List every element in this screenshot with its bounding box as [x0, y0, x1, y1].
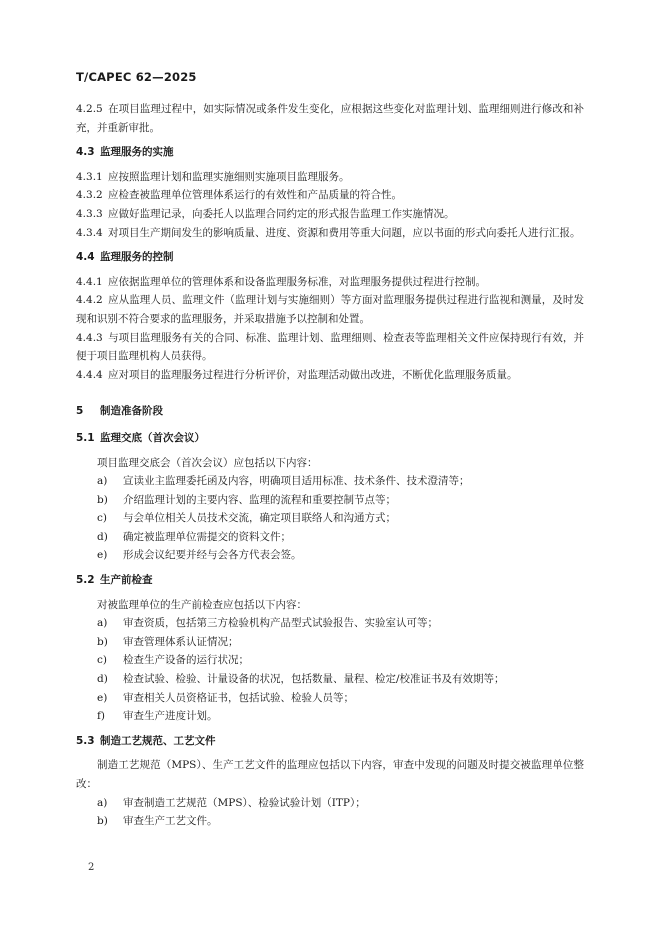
list-marker: b) [97, 815, 108, 828]
section-intro: 制造工艺规范（MPS）、生产工艺文件的监理应包括以下内容，审查中发现的问题及时提交被监理单位整改： [76, 759, 584, 790]
list-text: 介绍监理计划的主要内容、监理的流程和重要控制节点等； [123, 493, 396, 506]
section-heading-5-2 [76, 571, 584, 590]
section-heading-5-3 [76, 732, 584, 751]
list-item [76, 633, 584, 652]
clause-number: 4.3.3 [76, 207, 103, 220]
clause-text: 应按照监理计划和监理实施细则实施项目监理服务。 [108, 170, 350, 183]
list-marker: c) [97, 512, 107, 525]
clause-4-4-2 [76, 291, 584, 328]
list-text: 审查资质，包括第三方检验机构产品型式试验报告、实验室认可等； [123, 617, 438, 630]
clause-number: 4.4.3 [76, 331, 103, 344]
clause-4-4-1 [76, 273, 584, 292]
list-text: 检查生产设备的运行状况； [123, 654, 249, 667]
clause-number: 4.4.4 [76, 368, 103, 381]
list-item [76, 472, 584, 491]
clause-text: 与项目监理服务有关的合同、标准、监理计划、监理细则、检查表等监理相关文件应保持现行有效，并便于项目监理机构人员获得。 [76, 331, 584, 363]
section-title: 监理服务的实施 [100, 146, 174, 159]
clause-text: 应依据监理单位的管理体系和设备监理服务标准，对监理服务提供过程进行控制。 [108, 275, 486, 288]
section-heading-4-4 [76, 248, 584, 267]
clause-4-4-3 [76, 329, 584, 366]
list-text: 审查生产工艺文件。 [123, 815, 218, 828]
list-item [76, 528, 584, 547]
clause-number: 4.3.2 [76, 189, 103, 202]
chapter-number: 5 [76, 405, 84, 418]
clause-text: 应从监理人员、监理文件（监理计划与实施细则）等方面对监理服务提供过程进行监视和测量，及时发现和识别不符合要求的监理服务，并采取措施予以控制和处置。 [76, 294, 584, 325]
section-intro: 对被监理单位的生产前检查应包括以下内容： [97, 598, 307, 611]
list-item [76, 794, 584, 813]
list-item [76, 670, 584, 689]
clause-text: 应对项目的监理服务过程进行分析评价，对监理活动做出改进，不断优化监理服务质量。 [108, 368, 518, 381]
clause-number: 4.3.1 [76, 170, 103, 183]
list-item [76, 614, 584, 633]
list-text: 确定被监理单位需提交的资料文件； [123, 530, 291, 543]
section-number: 4.3 [76, 146, 95, 159]
chapter-title: 制造准备阶段 [100, 405, 163, 418]
section-number: 5.1 [76, 431, 95, 444]
clause-4-3-3 [76, 205, 584, 224]
section-intro: 项目监理交底会（首次会议）应包括以下内容： [97, 456, 318, 469]
document-body [76, 100, 584, 831]
list-text: 审查相关人员资格证书，包括试验、检验人员等； [123, 691, 354, 704]
list-marker: e) [97, 549, 108, 562]
section-number: 4.4 [76, 251, 95, 264]
list-item [76, 546, 584, 565]
section-title: 制造工艺规范、工艺文件 [100, 734, 216, 747]
clause-text: 在项目监理过程中，如实际情况或条件发生变化，应根据这些变化对监理计划、监理细则进行修改和补充，并重新审批。 [76, 103, 584, 134]
clause-4-3-1 [76, 168, 584, 187]
clause-number: 4.4.2 [76, 294, 103, 307]
section-title: 监理服务的控制 [100, 251, 174, 264]
list-marker: e) [97, 691, 108, 704]
list-text: 形成会议纪要并经与会各方代表会签。 [123, 549, 302, 562]
list-marker: b) [97, 635, 108, 648]
list-item [76, 689, 584, 708]
list-marker: a) [97, 796, 108, 809]
list-text: 与会单位相关人员技术交流，确定项目联络人和沟通方式； [123, 512, 396, 525]
clause-4-2-5 [76, 100, 584, 137]
list-text: 检查试验、检验、计量设备的状况，包括数量、量程、检定/校准证书及有效期等； [123, 673, 505, 686]
list-text: 宣读业主监理委托函及内容，明确项目适用标准、技术条件、技术澄清等； [123, 475, 470, 488]
clause-4-4-4 [76, 366, 584, 385]
list-item [76, 509, 584, 528]
section-title: 生产前检查 [100, 574, 153, 587]
list-text: 审查制造工艺规范（MPS）、检验试验计划（ITP）； [123, 796, 366, 809]
list-text: 审查管理体系认证情况； [123, 635, 239, 648]
list-marker: f) [97, 710, 105, 723]
section-title: 监理交底（首次会议） [100, 431, 205, 444]
section-number: 5.3 [76, 734, 95, 747]
clause-number: 4.3.4 [76, 226, 103, 239]
list-marker: c) [97, 654, 107, 667]
list-text: 审查生产进度计划。 [123, 710, 218, 723]
doc-code: T/CAPEC 62—2025 [76, 70, 197, 84]
list-marker: d) [97, 530, 108, 543]
list-marker: a) [97, 617, 108, 630]
list-marker: a) [97, 475, 108, 488]
section-heading-4-3 [76, 143, 584, 162]
page-number: 2 [88, 862, 95, 873]
clause-text: 对项目生产期间发生的影响质量、进度、资源和费用等重大问题，应以书面的形式向委托人进行汇报。 [108, 226, 581, 239]
list-item [76, 491, 584, 510]
section-heading-5-1 [76, 429, 584, 448]
list-item [76, 651, 584, 670]
clause-text: 应检查被监理单位管理体系运行的有效性和产品质量的符合性。 [108, 189, 402, 202]
clause-4-3-4 [76, 224, 584, 243]
list-item [76, 812, 584, 831]
list-marker: b) [97, 493, 108, 506]
clause-number: 4.4.1 [76, 275, 103, 288]
chapter-heading-5 [76, 402, 584, 421]
list-item [76, 707, 584, 726]
clause-4-3-2 [76, 186, 584, 205]
clause-number: 4.2.5 [76, 103, 103, 115]
clause-text: 应做好监理记录，向委托人以监理合同约定的形式报告监理工作实施情况。 [108, 207, 455, 220]
section-number: 5.2 [76, 574, 95, 587]
list-marker: d) [97, 673, 108, 686]
